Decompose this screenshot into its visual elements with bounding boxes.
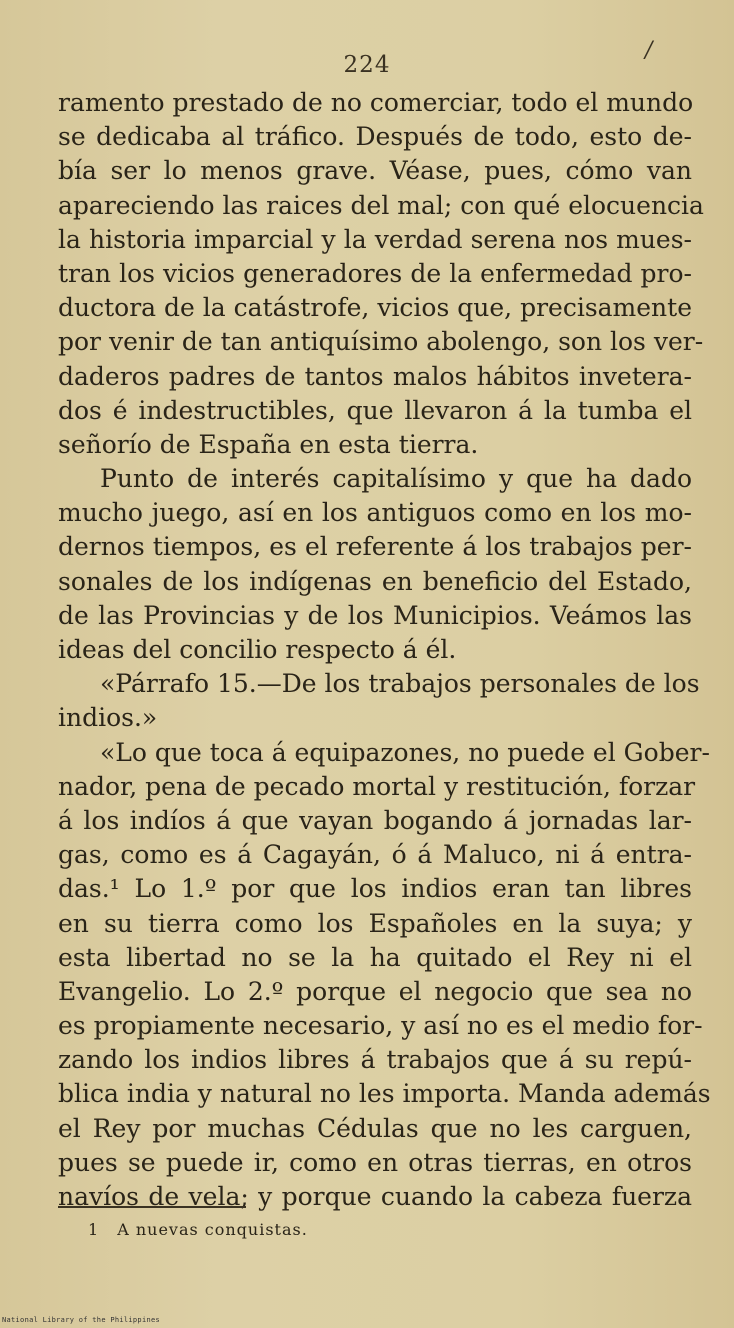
body-text bbox=[58, 86, 711, 1214]
text-line: pues se puede ir, como en otras tierras, en otros bbox=[58, 1147, 692, 1177]
text-line: «Lo que toca á equipazones, no puede el Gober- bbox=[100, 737, 710, 767]
text-line: nador, pena de pecado mortal y restitución, forzar bbox=[58, 771, 696, 801]
text-line: ideas del concilio respecto á él. bbox=[58, 635, 457, 664]
text-line: ramento prestado de no comerciar, todo el mundo bbox=[58, 88, 694, 117]
text-line: apareciendo las raices del mal; con qué elocuencia bbox=[58, 190, 704, 220]
text-line: dernos tiempos, es el referente á los trabajos per- bbox=[58, 532, 692, 562]
text-line: daderos padres de tantos malos hábitos invetera- bbox=[58, 361, 692, 391]
text-line: bía ser lo menos grave. Véase, pues, cómo van bbox=[58, 156, 692, 186]
text-line: el Rey por muchas Cédulas que no les carguen, bbox=[58, 1113, 692, 1143]
footnote-number: 1 bbox=[88, 1220, 100, 1239]
text-line: das.¹ Lo 1.º por que los indios eran tan libres bbox=[58, 874, 692, 904]
page-number: 224 bbox=[343, 52, 391, 78]
text-line: indios.» bbox=[58, 703, 158, 733]
text-line: señorío de España en esta tierra. bbox=[58, 429, 479, 459]
text-line: es propiamente necesario, y así no es el medio for- bbox=[58, 1011, 703, 1041]
footnote-divider bbox=[58, 1206, 246, 1208]
text-line: «Párrafo 15.—De los trabajos personales de los bbox=[100, 669, 700, 699]
text-line: en su tierra como los Españoles en la suya; y bbox=[58, 908, 692, 938]
text-line: Punto de interés capitalísimo y que ha dado bbox=[100, 464, 692, 494]
text-line: sonales de los indígenas en beneficio del Estado, bbox=[58, 566, 692, 596]
library-credit: National Library of the Philippines bbox=[2, 1316, 161, 1324]
text-line: blica india y natural no les importa. Manda además bbox=[58, 1079, 711, 1109]
footnote bbox=[88, 1220, 308, 1239]
text-line: navíos de vela; y porque cuando la cabeza fuerza bbox=[58, 1182, 692, 1211]
text-line: de las Provincias y de los Municipios. Veámos las bbox=[58, 600, 692, 630]
text-line: tran los vicios generadores de la enfermedad pro- bbox=[58, 258, 692, 288]
text-line: zando los indios libres á trabajos que á su repú- bbox=[58, 1045, 692, 1075]
text-line: Evangelio. Lo 2.º porque el negocio que sea no bbox=[58, 976, 692, 1006]
text-line: mucho juego, así en los antiguos como en los mo- bbox=[58, 498, 692, 528]
text-line: la historia imparcial y la verdad serena nos mues- bbox=[58, 224, 692, 254]
text-line: dos é indestructibles, que llevaron á la tumba el bbox=[58, 395, 692, 425]
footnote-text: A nuevas conquistas. bbox=[117, 1220, 308, 1239]
text-line: por venir de tan antiquísimo abolengo, son los ver- bbox=[58, 327, 704, 357]
text-line: esta libertad no se la ha quitado el Rey ni el bbox=[58, 942, 692, 972]
text-line: á los indíos á que vayan bogando á jornadas lar- bbox=[58, 805, 692, 835]
text-line: gas, como es á Cagayán, ó á Maluco, ni á entra- bbox=[58, 840, 692, 870]
text-line: ductora de la catástrofe, vicios que, precisamente bbox=[58, 293, 692, 323]
text-line: se dedicaba al tráfico. Después de todo, esto de- bbox=[58, 122, 692, 152]
corner-mark: / bbox=[645, 38, 653, 63]
